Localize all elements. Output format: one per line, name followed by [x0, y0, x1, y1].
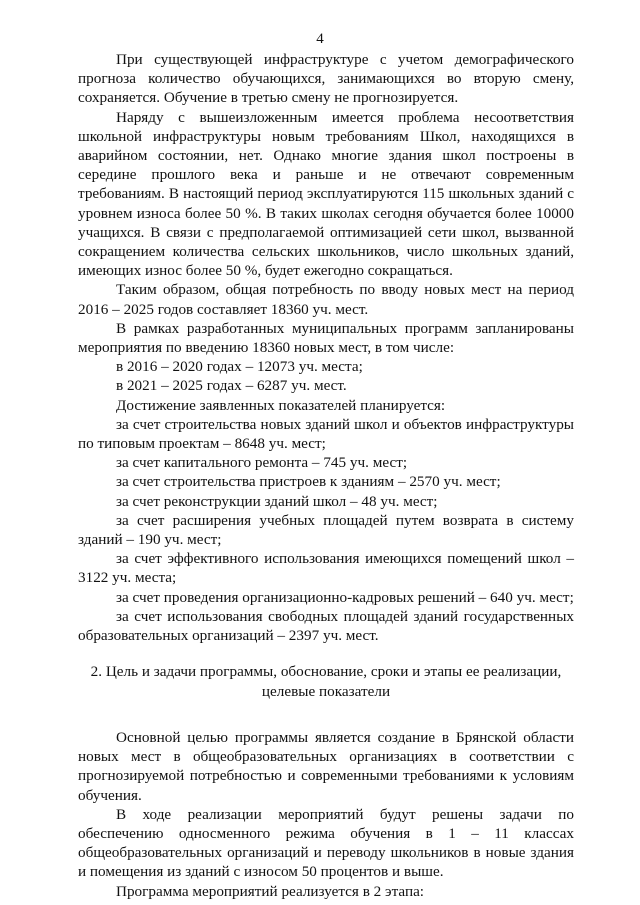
page-number: 4 — [316, 31, 324, 47]
paragraph: Программа мероприятий реализуется в 2 этапа: — [116, 882, 425, 900]
list-item: за счет расширения учебных площадей путем возврата в систему зданий – 190 уч. мест; — [78, 511, 574, 549]
section-heading: 2. Цель и задачи программы, обоснование, сроки и этапы ее реализации, целевые показатели — [90, 663, 562, 701]
paragraph: Наряду с вышеизложенным имеется проблема несоответствия школьной инфраструктуры новым требованиям Школ, находящихся в аварийном состоянии, нет. Однако многие здания школ построены в середине прошлого века и раньше и не отвечают современным требованиям. В настоящий период эксплуатируются 115 школьных зданий с уровнем износа более 50 %. В таких школах сегодня обучается более 10000 учащихся. В связи с предполагаемой оптимизацией сети школ, вызванной сокращением количества сельских школьников, число школьных зданий, имеющих износ более 50 %, будет ежегодно сокращаться. — [78, 108, 574, 280]
document-body — [78, 50, 574, 901]
paragraph: Таким образом, общая потребность по вводу новых мест на период 2016 – 2025 годов составляет 18360 уч. мест. — [78, 281, 574, 318]
list-item: за счет капитального ремонта – 745 уч. мест; — [116, 454, 408, 472]
list-item: за счет эффективного использования имеющихся помещений школ – 3122 уч. места; — [78, 550, 574, 587]
paragraph: При существующей инфраструктуре с учетом демографического прогноза количество обучающихся, занимающихся во вторую смену, сохраняется. Обучение в третью смену не прогнозируется. — [78, 51, 574, 107]
list-item: за счет проведения организационно-кадровых решений – 640 уч. мест; — [116, 588, 574, 606]
paragraph: В ходе реализации мероприятий будут решены задачи по обеспечению односменного режима обучения в 1 – 11 классах общеобразовательных организаций и переводу школьников в новые здания и помещения из зданий с износом 50 процентов и выше. — [78, 805, 574, 881]
paragraph: В рамках разработанных муниципальных программ запланированы мероприятия по введению 18360 новых мест, в том числе: — [78, 319, 574, 357]
list-item: в 2016 – 2020 годах – 12073 уч. места; — [116, 358, 363, 376]
paragraph: Основной целью программы является создание в Брянской области новых мест в общеобразовательных организациях в соответствии с прогнозируемой потребностью и современными требованиями к условиям обучения. — [78, 728, 574, 804]
list-item: за счет строительства новых зданий школ и объектов инфраструктуры по типовым проектам – 8648 уч. мест; — [78, 415, 574, 453]
list-item: за счет реконструкции зданий школ – 48 уч. мест; — [116, 492, 438, 510]
list-item: за счет использования свободных площадей зданий государственных образовательных организаций – 2397 уч. мест. — [78, 607, 574, 645]
paragraph: Достижение заявленных показателей планируется: — [116, 396, 446, 414]
list-item: в 2021 – 2025 годах – 6287 уч. мест. — [116, 377, 347, 395]
list-item: за счет строительства пристроев к зданиям – 2570 уч. мест; — [116, 473, 501, 491]
